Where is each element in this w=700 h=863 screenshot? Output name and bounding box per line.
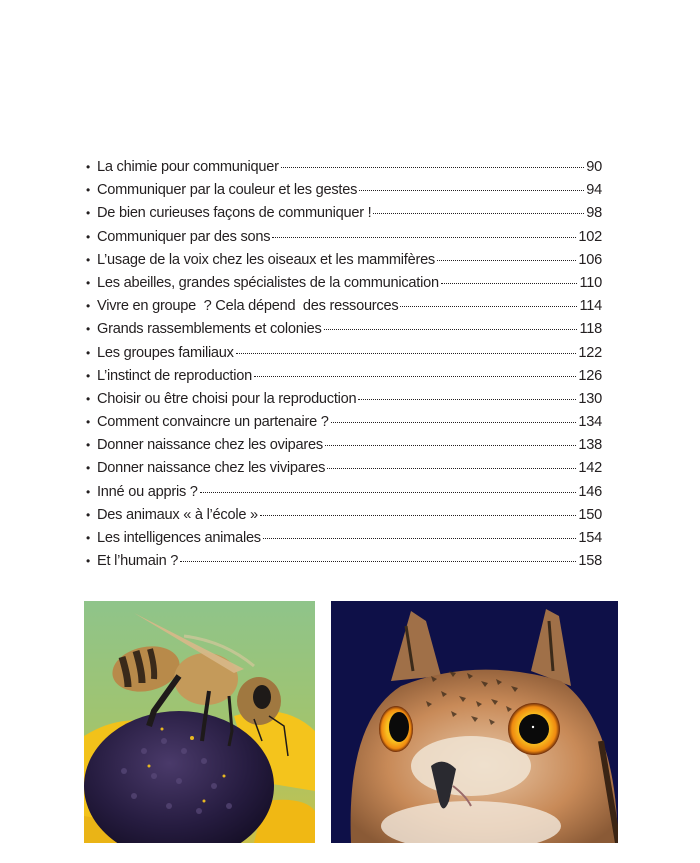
toc-entry-page: 150 — [578, 506, 602, 523]
bullet-icon: • — [86, 391, 90, 406]
toc-entry-title: Les intelligences animales — [97, 530, 261, 546]
bullet-icon: • — [86, 554, 90, 569]
toc-entry-title: Les abeilles, grandes spécialistes de la communication — [97, 274, 439, 291]
toc-entry-page: 110 — [579, 274, 602, 291]
dot-leader — [260, 515, 577, 516]
dot-leader — [236, 353, 577, 354]
toc-entry[interactable] — [86, 368, 602, 391]
toc-entry-page: 118 — [579, 321, 602, 338]
bullet-icon: • — [86, 461, 90, 476]
bullet-icon: • — [86, 275, 90, 290]
bullet-icon: • — [86, 252, 90, 267]
dot-leader — [441, 283, 578, 284]
toc-entry-page: 146 — [578, 483, 602, 500]
bullet-icon: • — [86, 531, 90, 545]
toc-entry-page: 126 — [578, 367, 602, 384]
owl-face-image — [331, 601, 618, 843]
dot-leader — [180, 561, 576, 562]
toc-entry-page: 158 — [578, 553, 602, 570]
dot-leader — [263, 538, 577, 539]
dot-leader — [281, 167, 585, 168]
dot-leader — [327, 468, 576, 469]
bullet-icon: • — [86, 160, 90, 174]
toc-entry-title: Comment convaincre un partenaire ? — [97, 414, 329, 431]
table-of-contents — [86, 159, 602, 576]
toc-entry-title: Choisir ou être choisi pour la reproduction — [97, 390, 357, 407]
toc-entry-title: Les groupes familiaux — [97, 344, 234, 361]
toc-entry[interactable] — [86, 205, 602, 228]
toc-entry-page: 98 — [586, 205, 602, 222]
toc-entry[interactable] — [86, 275, 602, 298]
dot-leader — [200, 492, 577, 493]
toc-entry[interactable] — [86, 321, 602, 344]
toc-entry[interactable] — [86, 530, 602, 553]
bullet-icon: • — [86, 438, 90, 453]
bullet-icon: • — [86, 183, 90, 198]
toc-entry-title: Vivre en groupe ? Cela dépend des ressources — [97, 298, 399, 315]
dot-leader — [400, 306, 577, 307]
toc-entry-title: Des animaux « à l’école » — [97, 506, 258, 523]
bullet-icon: • — [86, 206, 90, 221]
toc-entry[interactable] — [86, 345, 602, 368]
toc-entry-page: 106 — [578, 251, 602, 268]
toc-entry-page: 122 — [578, 344, 602, 361]
bullet-icon: • — [86, 507, 90, 522]
dot-leader — [331, 422, 577, 423]
bullet-icon: • — [86, 299, 90, 314]
bullet-icon: • — [86, 484, 90, 499]
toc-entry-title: De bien curieuses façons de communiquer ! — [97, 205, 372, 222]
toc-entry-page: 114 — [579, 298, 602, 315]
toc-entry-page: 94 — [586, 182, 602, 199]
toc-entry[interactable] — [86, 553, 602, 576]
bullet-icon: • — [86, 415, 90, 430]
dot-leader — [359, 190, 584, 191]
toc-entry[interactable] — [86, 252, 602, 275]
toc-entry-title: Communiquer par la couleur et les gestes — [97, 182, 358, 199]
owl-photo — [331, 601, 618, 843]
dot-leader — [272, 237, 576, 238]
bullet-icon: • — [86, 322, 90, 337]
toc-entry[interactable] — [86, 159, 602, 182]
toc-entry[interactable] — [86, 182, 602, 205]
bullet-icon: • — [86, 345, 90, 360]
toc-entry-page: 142 — [578, 460, 602, 477]
toc-entry-page: 154 — [578, 530, 602, 546]
toc-entry[interactable] — [86, 484, 602, 507]
dot-leader — [324, 329, 578, 330]
dot-leader — [373, 213, 584, 214]
dot-leader — [358, 399, 576, 400]
toc-entry-page: 102 — [578, 228, 602, 245]
toc-entry-page: 134 — [578, 414, 602, 431]
toc-entry[interactable] — [86, 298, 602, 321]
toc-entry-page: 130 — [578, 390, 602, 407]
toc-entry-title: L’usage de la voix chez les oiseaux et les mammifères — [97, 251, 435, 268]
dot-leader — [254, 376, 576, 377]
toc-entry-title: Donner naissance chez les vivipares — [97, 460, 326, 477]
dot-leader — [437, 260, 576, 261]
bullet-icon: • — [86, 368, 90, 383]
bee-on-flower-image — [84, 601, 315, 843]
toc-entry-title: Grands rassemblements et colonies — [97, 321, 322, 338]
bullet-icon: • — [86, 229, 90, 244]
toc-entry[interactable] — [86, 460, 602, 483]
toc-entry-title: La chimie pour communiquer — [97, 159, 279, 175]
dot-leader — [325, 445, 576, 446]
toc-entry-page: 90 — [586, 159, 602, 175]
toc-entry[interactable] — [86, 507, 602, 530]
toc-entry-title: Donner naissance chez les ovipares — [97, 437, 323, 454]
toc-entry-title: Communiquer par des sons — [97, 228, 271, 245]
toc-entry[interactable] — [86, 414, 602, 437]
toc-entry-title: Et l’humain ? — [97, 553, 179, 570]
toc-entry-page: 138 — [578, 437, 602, 454]
toc-entry-title: L’instinct de reproduction — [97, 367, 252, 384]
toc-entry[interactable] — [86, 437, 602, 460]
toc-entry-title: Inné ou appris ? — [97, 483, 198, 500]
toc-entry[interactable] — [86, 391, 602, 414]
toc-entry[interactable] — [86, 229, 602, 252]
bee-photo — [84, 601, 315, 843]
